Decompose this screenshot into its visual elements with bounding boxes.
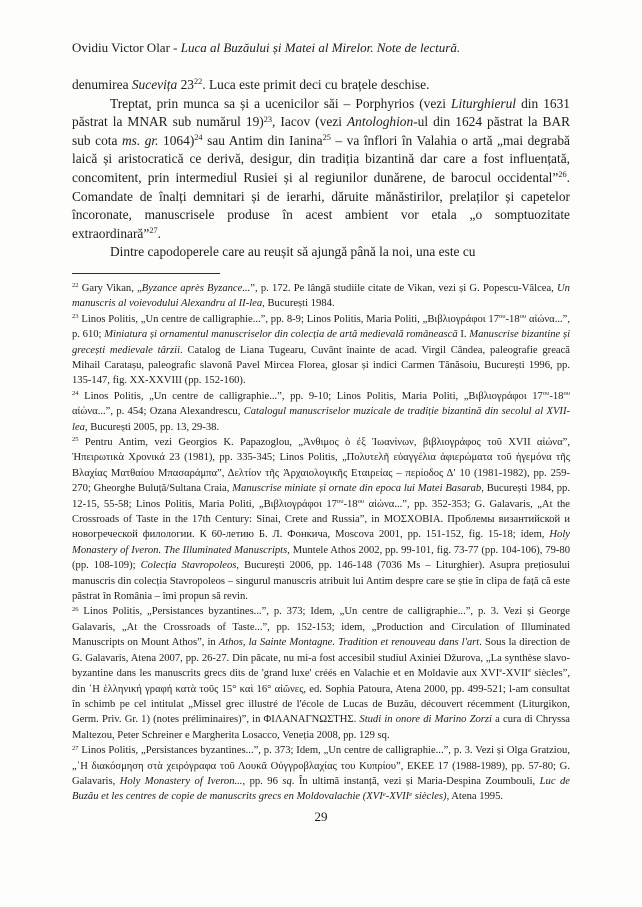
text-segment: Manuscrise miniate și ornate din epoca lui Matei Basarab — [232, 483, 482, 495]
text-segment: Linos Politis, „Un centre de calligraphie...”, pp. 9-10; Linos Politis, Maria Politi, „Βιβλιογράφοι 17 — [78, 390, 543, 402]
text-segment: ου — [499, 313, 506, 321]
footnote-22 — [72, 281, 570, 312]
text-segment: sq — [282, 775, 292, 787]
text-segment: e — [382, 790, 386, 798]
text-segment: Linos Politis, „Un centre de calligraphie...”, pp. 8-9; Linos Politis, Maria Politi, „Βιβλιογράφοι 17 — [78, 313, 499, 325]
text-segment: -18 — [549, 390, 564, 402]
text-segment: Linos Politis, „Persistances byzantines...”, p. 373; Idem, „Un centre de calligraphie...”, p. 3. Vezi și George Galavaris, „At the Crossroads of Taste...”, pp. 152-153; idem, „Production and Circulation of Illuminated Manuscripts on Mount Athos”, in — [72, 606, 570, 649]
text-segment: Colecția Stavropoleos — [140, 560, 237, 572]
footnote-25 — [72, 435, 570, 604]
footnote-number: 27 — [72, 744, 79, 752]
text-segment: 23 — [263, 114, 273, 124]
text-segment: Sucevița — [131, 77, 178, 92]
text-segment: -XVII — [502, 668, 529, 680]
text-segment: 26 — [558, 170, 567, 180]
text-segment: Pentru Antim, vezi Georgios K. Papazoglou, „Ἀνθιμος ὁ ἐξ Ἰωανίνων, βιβλιογράφος τοῦ XVII αἰώνα”, Ἠπειρωτικὰ Χρονικά 23 (1981), pp. 335-345; Linos Politis, „Πολυτελῆ εὐαγγέλια ἀφιερώματα τοῦ ἡγεμόνα τῆς Βλαχίας Ματθαίου Μπασαράμπα”, Δελτίον τῆς Ἀρχαιολογικῆς Εταιρείας – περίοδος Δ′ 10 (1981-1982), pp. 259-270; Gheorghe Buluță/Sultana Craia, — [72, 437, 570, 495]
text-segment: Studi in onore di Marino Zorzi — [359, 714, 492, 726]
text-segment: , Iacov (vezi — [272, 114, 347, 130]
text-segment: Athos, la Sainte Montagne. Tradition et renouveau dans l'art — [218, 637, 480, 649]
text-segment: Luca al Buzăului și Matei al Mirelor. Note de lectură. — [180, 40, 461, 55]
text-segment: Miniatura și ornamentul manuscriselor din colecția de artă medievală românească — [104, 329, 458, 341]
text-segment: ου — [542, 390, 550, 398]
body-text — [72, 76, 570, 262]
text-segment: Luc de Buzău et les centres de copie de manuscrits grecs en Moldovalachie (XVI — [72, 775, 570, 803]
text-segment: Ovidiu Victor Olar - — [72, 40, 181, 55]
footnote-27 — [72, 743, 570, 805]
text-segment: -ul din 1624 păstrat la BAR sub cota — [72, 114, 570, 148]
text-segment: . Catalog de Liana Tugearu, Cuvânt înainte de acad. Virgil Cândea, paleografie greacă Mihail Caratașu, paleografic slavonă Pavel Mircea Florea, glosar și indici Carmen Tănăsoiu, București 1996, pp. 135-147, fig. XX-XXVIII (pp. 152-160). — [72, 344, 571, 387]
text-segment: sau Antim din Ianina — [202, 132, 323, 148]
footnote-26 — [72, 604, 570, 743]
text-segment: . Sous la direction de G. Galavaris, Atena 2007, pp. 26-27. Din păcate, nu mi-a fost accesibil studiul Axiniei Džurova, „La synthèse slavo-byzantine dans les manuscrits grecs dits de 'grand luxe' créés en Valachie et en Moldavie aux XVI — [72, 637, 571, 680]
text-segment: , București 1984, pp. 12-15, 55-58; Linos Politis, Maria Politi, „Βιβλιογράφοι 17 — [72, 483, 570, 510]
text-segment: , București 2005, pp. 13, 29-38. — [84, 421, 220, 433]
body-paragraph — [72, 95, 570, 244]
text-segment: -18 — [343, 498, 358, 510]
running-header — [72, 40, 570, 56]
text-segment: , București 1984. — [262, 298, 335, 310]
footnote-number: 23 — [72, 313, 79, 321]
text-segment: Un manuscris al voievodului Alexandru al II-lea — [72, 282, 570, 310]
text-segment: αἰώνα...”, pp. 352-353; G. Galavaris, „At the Crossroads of Taste in the 17th Century: Sinai, Crete and Russia”, in ΜΟΣΧΟΒΙΑ. Проблемы византийской и новогреческой филологии. К 60-летию Б. Л. Фонкича, Moscova 2001, pp. 151-152, fig. 15-18; idem, — [72, 498, 570, 541]
text-segment: a cura di Chryssa Maltezou, Peter Schreiner e Margherita Losacco, Veneția 2008, pp. 129 sq. — [72, 714, 570, 741]
text-segment: , București 2006, pp. 146-148 (7036 Ms – Liturghier). Asupra prețiosului manuscris din colecția Stavropoleos – singurul manuscris atribuit lui Antim despre care se știe în clipa de față că este păstrat în România – îmi propun să revin. — [72, 560, 570, 603]
text-segment: Antologhion — [346, 114, 414, 130]
text-segment: e — [409, 790, 413, 798]
text-segment: din 1631 păstrat la MNAR sub numărul 19) — [72, 95, 571, 130]
text-segment: αἰώνα...”, p. 454; Ozana Alexandrescu, — [72, 406, 244, 418]
text-segment: . Comandate de înalți demnitari și de ierarhi, dăruite mănăstirilor, prelaților și capetelor încoronate, manuscrisele produse în acest ambient vor etala „o somptuozitate extraordinară” — [72, 169, 570, 241]
text-segment: siècles”, din ῾Η ἑλληνική γραφή κατὰ τοῦς 15° καὶ 16° αἰῶνες, ed. Sophia Patoura, Atena 2000, pp. 499-521; l-am consultat în schimb pe cel intitulat „Missel grec illustré de l'école de Lucas de Buzău, découvert récemment (Liturgikon, Germ. Priv. Gr. 1) (notes préliminaires)”, in ΦΙΛΑΝΑΓΝΩΣΤΗΣ. — [72, 668, 570, 726]
body-paragraph — [72, 76, 570, 95]
text-segment: 22 — [193, 77, 203, 87]
text-segment: e — [528, 667, 531, 675]
text-segment: Manuscrise bizantine și grecești medievale târzii — [72, 329, 571, 356]
footnote-number: 24 — [72, 390, 79, 398]
footnote-23 — [72, 312, 570, 389]
text-segment: Linos Politis, „Persistances byzantines...”, p. 373; Idem, „Un centre de calligraphie...”, p. 3. Vezi și Olga Gratziou, „῾Η διακόσμηση στὰ χειρόγραφα τοῦ Λουκᾶ Οὐγγροβλαχίας του Κυπρίου”, ΕΚΕΕ 17 (1988-1989), pp. 57-80; G. Galavaris, — [72, 745, 570, 787]
text-segment: siècles) — [412, 791, 447, 803]
text-segment: αἰώνα...”, p. 610; — [72, 313, 570, 341]
text-segment: ”, p. 172. Pe lângă studiile citate de Vikan, vezi și G. Popescu-Vâlcea, — [250, 282, 558, 294]
text-segment: – va înflori în Valahia o artă „mai degrabă laică și aristocratică ce derivă, desigur, din tradiția bizantină dar care a fost influențată, concomitent, prin intermediul Rusiei și al regiunilor dunărene, de barocul occidental” — [72, 132, 570, 185]
text-segment: . În ultimă instanță, vezi și Maria-Despina Zoumbouli, — [291, 775, 540, 787]
text-segment: 24 — [194, 133, 203, 143]
footnote-number: 22 — [72, 282, 79, 290]
text-segment: ου — [563, 390, 570, 398]
body-paragraph — [72, 243, 570, 262]
text-segment: Treptat, prin munca sa și a ucenicilor săi – Porphyrios (vezi — [110, 95, 452, 111]
text-segment: ου — [336, 498, 344, 506]
page-number: 29 — [314, 808, 328, 824]
text-segment: , pp. 96 — [242, 775, 283, 787]
text-segment: e — [499, 667, 503, 675]
text-segment: -18 — [505, 313, 520, 325]
footnote-number: 26 — [72, 605, 79, 613]
text-segment: . — [157, 225, 161, 241]
text-segment: Gary Vikan, „ — [78, 282, 142, 294]
text-segment: Holy Monastery of Iveron... — [119, 775, 243, 787]
text-segment: , Muntele Athos 2002, pp. 99-101, fig. 73-77 (pp. 104-106), 79-80 (pp. 108-109); — [72, 544, 570, 572]
footnote-separator — [72, 273, 220, 274]
text-segment: 27 — [149, 226, 158, 236]
footnote-24 — [72, 389, 570, 435]
text-segment: Holy Monastery of Iveron. The Illuminated Manuscripts — [72, 529, 570, 556]
text-segment: Byzance après Byzance... — [141, 282, 251, 294]
text-segment: ου — [519, 313, 527, 321]
text-segment: Catalogul manuscriselor muzicale de tradiție bizantină din secolul al XVII-lea — [72, 406, 570, 433]
text-segment: , Atena 1995. — [446, 791, 504, 803]
footnotes-section — [72, 281, 570, 805]
text-segment: Dintre capodoperele care au reușit să ajungă până la noi, una este cu — [110, 244, 476, 260]
text-segment: 1064) — [158, 132, 195, 148]
text-segment: 25 — [322, 133, 331, 143]
text-segment: . Luca este primit deci cu brațele deschise. — [202, 77, 430, 92]
text-segment: denumirea — [72, 77, 132, 92]
text-segment: I. — [457, 329, 470, 341]
text-segment: 23 — [177, 77, 194, 92]
footnote-number: 25 — [72, 436, 79, 444]
text-segment: ου — [357, 498, 365, 506]
text-segment: -XVII — [385, 791, 410, 803]
text-segment: Liturghierul — [451, 95, 517, 111]
text-segment: ms. gr. — [121, 132, 159, 148]
